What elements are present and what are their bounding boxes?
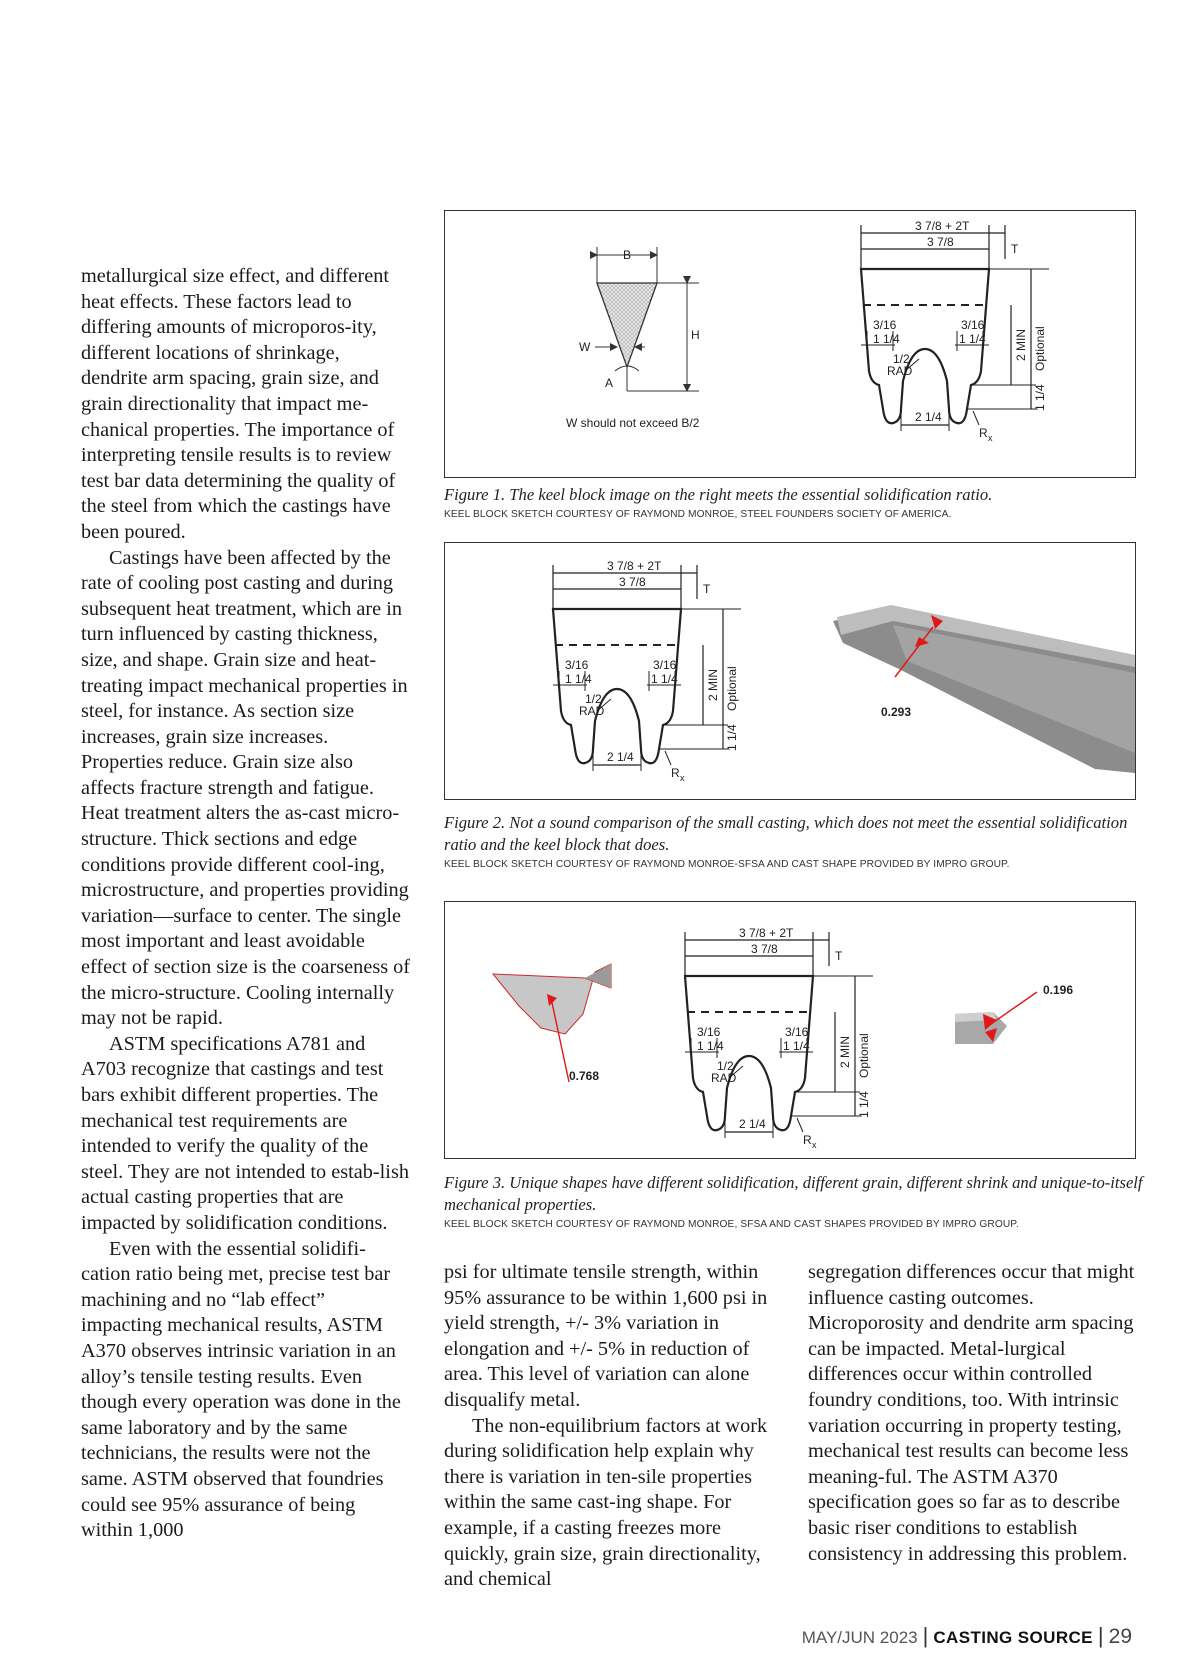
figure-1-frame bbox=[444, 210, 1136, 478]
paragraph: psi for ultimate tensile strength, within 95% assurance to be within 1,600 psi in yield strength, +/- 3% variation in elongation and +/- 5% in reduction of area. This level of variation can alone disqualify metal. bbox=[444, 1261, 768, 1411]
keel-optional: Optional bbox=[725, 666, 739, 711]
keel-right-316: 3/16 bbox=[785, 1025, 809, 1039]
wedge-h-label: H bbox=[691, 328, 700, 342]
figure-3-measure-right: 0.196 bbox=[1043, 983, 1074, 997]
paragraph: Even with the essential solidifi-cation ratio being met, precise test bar machining and no “lab effect” impacting mechanical results, ASTM A370 observes intrinsic variation in an alloy’s tensile testing results. Even though every operation was done in the same laboratory and by the same technicians, the results were not the same. ASTM observed that foundries could see 95% assurance of being within 1,000 bbox=[81, 1237, 401, 1542]
keel-rx: R bbox=[979, 426, 988, 440]
keel-t: T bbox=[835, 949, 843, 963]
keel-t: T bbox=[703, 582, 711, 596]
paragraph: The non-equilibrium factors at work during solidification help explain why there is variation in ten-sile properties within the same cast-ing shape. For example, if a casting freezes more quickly, grain size, grain directionality, and chemical bbox=[444, 1414, 768, 1591]
figure-2-measure: 0.293 bbox=[881, 705, 912, 719]
keel-bottom-dim: 2 1/4 bbox=[607, 750, 634, 764]
keel-top-dim: 3 7/8 + 2T bbox=[739, 926, 794, 940]
keel-right-114: 1 1/4 bbox=[959, 332, 986, 346]
wedge-b-label: B bbox=[623, 248, 632, 262]
keel-rx: R bbox=[803, 1133, 812, 1147]
keel-rad: RAD bbox=[711, 1071, 737, 1085]
figure-1-credit: KEEL BLOCK SKETCH COURTESY OF RAYMOND MONROE, STEEL FOUNDERS SOCIETY OF AMERICA. bbox=[444, 509, 952, 520]
keel-side-114: 1 1/4 bbox=[725, 724, 739, 751]
figure-3-caption: Figure 3. Unique shapes have different solidification, different grain, different shrink and unique-to-itself mechanical properties. bbox=[444, 1173, 1143, 1214]
keel-optional: Optional bbox=[1033, 326, 1047, 371]
keel-left-114: 1 1/4 bbox=[565, 672, 592, 686]
figure-3-frame bbox=[444, 901, 1136, 1159]
keel-block-sketch bbox=[553, 559, 741, 783]
left-column bbox=[81, 264, 411, 1544]
keel-top-dim: 3 7/8 + 2T bbox=[607, 559, 662, 573]
paragraph: metallurgical size effect, and different heat effects. These factors lead to differing amounts of microporos-ity, different locations of shrinkage, dendrite arm spacing, grain size, and grain directionality that impact me-chanical properties. The importance of interpreting tensile results is to review test bar data determining the quality of the steel from which the castings have been poured. bbox=[81, 265, 396, 543]
cast-shape-left-image bbox=[493, 964, 611, 1083]
footer-separator: | bbox=[922, 1623, 929, 1648]
keel-rx-sub: x bbox=[988, 433, 993, 443]
keel-rad: RAD bbox=[579, 704, 605, 718]
keel-rad-half: 1/2 bbox=[585, 692, 602, 706]
magazine-name: CASTING SOURCE bbox=[933, 1628, 1093, 1647]
keel-rx: R bbox=[671, 766, 680, 780]
figure-2-credit: KEEL BLOCK SKETCH COURTESY OF RAYMOND MONROE-SFSA AND CAST SHAPE PROVIDED BY IMPRO GROUP. bbox=[444, 859, 1010, 870]
figure-3-drawing bbox=[445, 902, 1135, 1158]
keel-right-114: 1 1/4 bbox=[783, 1039, 810, 1053]
figure-2-frame bbox=[444, 542, 1136, 800]
wedge-a-label: A bbox=[605, 376, 614, 390]
paragraph: segregation differences occur that might influence casting outcomes. Microporosity and dendrite arm spacing can be impacted. Metal-lurgical differences occur within controlled foundry conditions, too. With intrinsic variation occurring in property testing, mechanical test results can become less meaning-ful. The ASTM A370 specification goes so far as to describe basic riser conditions to establish consistency in addressing this problem. bbox=[808, 1261, 1135, 1565]
keel-inner-dim: 3 7/8 bbox=[751, 942, 778, 956]
keel-left-316: 3/16 bbox=[697, 1025, 721, 1039]
keel-block-sketch bbox=[861, 219, 1049, 443]
keel-bottom-dim: 2 1/4 bbox=[739, 1117, 766, 1131]
keel-two-min: 2 MIN bbox=[838, 1035, 852, 1068]
keel-optional: Optional bbox=[857, 1033, 871, 1078]
keel-inner-dim: 3 7/8 bbox=[619, 575, 646, 589]
figure-2-caption: Figure 2. Not a sound comparison of the small casting, which does not meet the essential solidification ratio and the keel block that does. bbox=[444, 813, 1128, 854]
keel-rx-sub: x bbox=[812, 1140, 817, 1150]
wedge-note: W should not exceed B/2 bbox=[566, 416, 700, 430]
figure-1-drawing bbox=[445, 211, 1135, 477]
paragraph: Castings have been affected by the rate of cooling post casting and during subsequent heat treatment, which are in turn influenced by casting thickness, size, and shape. Grain size and heat-treating impact mechanical properties in steel, for instance. As section size increases, grain size increases. Properties reduce. Grain size also affects fracture strength and fatigue. Heat treatment alters the as-cast micro-structure. Thick sections and edge conditions provide different cool-ing, microstructure, and properties providing variation—surface to center. The single most important and least avoidable effect of section size is the coarseness of the micro-structure. Cooling internally may not be rapid. bbox=[81, 546, 411, 1030]
keel-rad: RAD bbox=[887, 364, 913, 378]
middle-column bbox=[444, 1260, 774, 1593]
keel-right-316: 3/16 bbox=[961, 318, 985, 332]
figure-1-caption: Figure 1. The keel block image on the right meets the essential solidification ratio. bbox=[444, 485, 993, 504]
keel-rx-sub: x bbox=[680, 773, 685, 783]
keel-rad-half: 1/2 bbox=[717, 1059, 734, 1073]
keel-left-316: 3/16 bbox=[873, 318, 897, 332]
keel-inner-dim: 3 7/8 bbox=[927, 235, 954, 249]
figure-3-caption-block bbox=[444, 1172, 1144, 1230]
page-footer bbox=[802, 1623, 1132, 1649]
keel-right-316: 3/16 bbox=[653, 658, 677, 672]
page-number: 29 bbox=[1108, 1625, 1132, 1648]
keel-t: T bbox=[1011, 242, 1019, 256]
figure-1-caption-block bbox=[444, 484, 1144, 520]
keel-left-114: 1 1/4 bbox=[873, 332, 900, 346]
keel-bottom-dim: 2 1/4 bbox=[915, 410, 942, 424]
keel-block-sketch bbox=[685, 926, 873, 1150]
paragraph: ASTM specifications A781 and A703 recognize that castings and test bars exhibit different properties. The mechanical test requirements are intended to verify the quality of the steel. They are not intended to estab-lish actual casting properties that are impacted by solidification conditions. bbox=[81, 1032, 409, 1234]
wedge-sketch bbox=[566, 247, 700, 430]
keel-rad-half: 1/2 bbox=[893, 352, 910, 366]
keel-two-min: 2 MIN bbox=[706, 668, 720, 701]
keel-two-min: 2 MIN bbox=[1014, 328, 1028, 361]
figure-3-credit: KEEL BLOCK SKETCH COURTESY OF RAYMOND MONROE, SFSA AND CAST SHAPES PROVIDED BY IMPRO GROUP. bbox=[444, 1219, 1019, 1230]
keel-right-114: 1 1/4 bbox=[651, 672, 678, 686]
right-column bbox=[808, 1260, 1138, 1567]
wedge-w-label: W bbox=[579, 340, 591, 354]
figure-2-drawing bbox=[445, 543, 1135, 799]
keel-left-316: 3/16 bbox=[565, 658, 589, 672]
keel-side-114: 1 1/4 bbox=[1033, 384, 1047, 411]
figure-2-caption-block bbox=[444, 812, 1144, 870]
cast-shape-image bbox=[833, 605, 1135, 773]
figure-3-measure-left: 0.768 bbox=[569, 1069, 600, 1083]
cast-shape-right-image bbox=[955, 983, 1073, 1044]
issue-date: MAY/JUN 2023 bbox=[801, 1628, 918, 1647]
keel-top-dim: 3 7/8 + 2T bbox=[915, 219, 970, 233]
keel-left-114: 1 1/4 bbox=[697, 1039, 724, 1053]
footer-separator: | bbox=[1097, 1623, 1104, 1648]
keel-side-114: 1 1/4 bbox=[857, 1091, 871, 1118]
